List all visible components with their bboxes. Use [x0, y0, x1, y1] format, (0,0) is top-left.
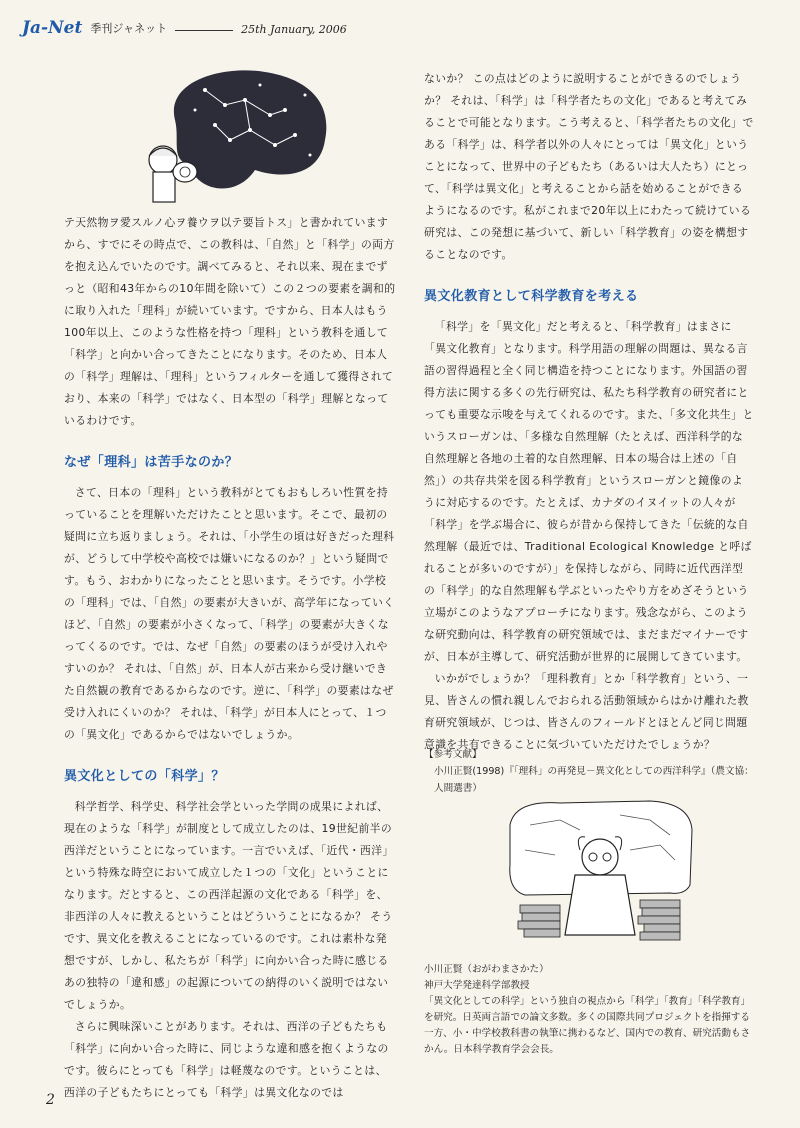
page-number: 2	[46, 1092, 55, 1108]
paragraph: テ天然物ヲ愛スルノ心ヲ養ウヲ以テ要旨トス」と書かれていますから、すでにその時点で、この教科は、「自然」と「科学」の両方を抱え込んでいたのです。調べてみると、それ以来、現在までずっと（昭和43年からの10年間を除いて）この２つの要素を調和的に取り入れた「理科」が続いています。ですから、日本人はもう100年以上、このような性格を持つ「理科」という教科を通して「科学」と向かい合ってきたことになります。そのため、日本人の「科学」理解は、「理科」というフィルターを通して獲得されており、本来の「科学」ではなく、日本型の「科学」理解となっているわけです。	[64, 216, 396, 427]
author-bio: 「異文化としての科学」という独自の視点から「科学」「教育」「科学教育」を研究。日英両言語での論文多数。多くの国際共同プロジェクトを指揮する一方、小・中学校教科書の執筆に携わるなど、国内での教育、研究活動もさかん。日本科学教育学会会長。	[424, 996, 751, 1055]
references-label: 【参考文献】	[424, 749, 482, 760]
issue-date: 25th January, 2006	[241, 23, 347, 36]
section-heading-why-science-disliked: なぜ「理科」は苦手なのか？	[64, 455, 239, 470]
paragraph: 「科学」を「異文化」だと考えると、「科学教育」はまさに「異文化教育」となります。科学用語の理解の問題は、異なる言語の習得過程と全く同じ構造を持つことになります。外国語の習得方法に関する多くの先行研究は、私たち科学教育の研究者にとっても重要な示唆を与えてくれるのです。また、「多文化共生」というスローガンは、「多様な自然理解（たとえば、西洋科学的な自然理解と各地の土着的な自然理解、日本の場合は上述の「自然」）の共存共栄を図る科学教育」というスローガンと鏡像のように対応するのです。たとえば、カナダのイヌイットの人々が「科学」を学ぶ場合に、彼らが昔から保持してきた「伝統的な自然理解（最近では、Traditional Ecological Knowledge と呼ばれることが多いのですが）」を保持しながら、同時に近代西洋型の「科学」的な自然理解も学ぶといったやり方をめざそうという立場がこのようなアプローチになります。残念ながら、このような研究動向は、科学教育の研究領域では、まだまだマイナーですが、日本が主導して、研究活動が世界的に展開してきています。	[424, 320, 754, 663]
page-header	[22, 14, 782, 38]
section-heading-science-as-other-culture: 異文化としての「科学」？	[64, 769, 225, 784]
paragraph: ないか？ この点はどのように説明することができるのでしょうか？ それは、「科学」は「科学者たちの文化」であると考えてみることで可能となります。こう考えると、「科学者たちの文化」である「科学」は、科学者以外の人々にとっては「異文化」ということになって、世界中の子どもたち（あるいは大人たち）にとって、「科学は異文化」と考えることから話を始めることができるようになるのです。私がこれまで20年以上にわたって続けている研究は、この発想に基づいて、新しい「科学教育」の姿を構想することなのです。	[424, 72, 754, 261]
author-profile	[424, 962, 754, 1058]
stargazing-illustration	[135, 60, 335, 210]
references	[424, 746, 754, 797]
journal-logo: Ja-Net	[22, 18, 83, 38]
paragraph: 科学哲学、科学史、科学社会学といった学問の成果によれば、現在のような「科学」が制度として成立したのは、19世紀前半の西洋だということになっています。一言でいえば、「近代・西洋」という特殊な時空において成立した１つの「文化」ということになります。だとすると、この西洋起源の文化である「科学」を、非西洋の人々に教えるということはどういうことになるか？ そうです、異文化を教えることになっているのです。これは素朴な発想ですが、しかし、私たちが「科学」に向かい合った時に感じるあの独特の「違和感」の起源についての納得のいく説明ではないでしょうか。	[64, 800, 394, 1011]
paragraph: いかがでしょうか？「理科教育」とか「科学教育」という、一見、皆さんの慣れ親しんでおられる活動領域からはかけ離れた教育研究領域が、じつは、皆さんのフィールドとほとんど同じ問題意識を共有できることに気づいていただけたでしょうか？	[424, 672, 749, 751]
paragraph: さらに興味深いことがあります。それは、西洋の子どもたちも「科学」に向かい合った時に、同じような違和感を抱くようなのです。彼らにとっても「科学」は軽蔑なのです。ということは、西洋の子どもたちにとっても「科学」は異文化なのでは	[64, 1020, 389, 1099]
section-heading-science-education-as-intercultural: 異文化教育として科学教育を考える	[424, 289, 639, 304]
left-column	[64, 212, 396, 1104]
author-affiliation: 神戸大学発達科学部教授	[424, 980, 530, 991]
header-rule	[175, 30, 233, 31]
reference-entry: 小川正賢(1998)『「理科」の再発見－異文化としての西洋科学』（農文協：人間選書）	[434, 766, 754, 794]
right-column	[424, 68, 754, 756]
paragraph: さて、日本の「理科」という教科がとてもおもしろい性質を持っていることを理解いただけたことと思います。そこで、最初の疑問に立ち返りましょう。それは、「小学生の頃は好きだった理科が、どうして中学校や高校では嫌いになるのか？」という疑問です。もう、おわかりになったことと思います。そうです。小学校の「理科」では、「自然」の要素が大きいが、高学年になっていくほど、「自然」の要素が小さくなって、「科学」の要素が大きくなってくるのです。では、なぜ「自然」の要素のほうが受け入れやすいのか？ それは、「自然」が、日本人が古来から受け継いできた自然観の教育であるからなのです。逆に、「科学」の要素はなぜ受け入れにくいのか？ それは、「科学」が日本人にとって、１つの「異文化」であるからではないでしょうか。	[64, 486, 395, 741]
author-name: 小川正賢（おがわまさかた）	[424, 964, 549, 975]
journal-title: 季刊ジャネット	[90, 22, 168, 35]
professor-illustration	[500, 795, 700, 950]
